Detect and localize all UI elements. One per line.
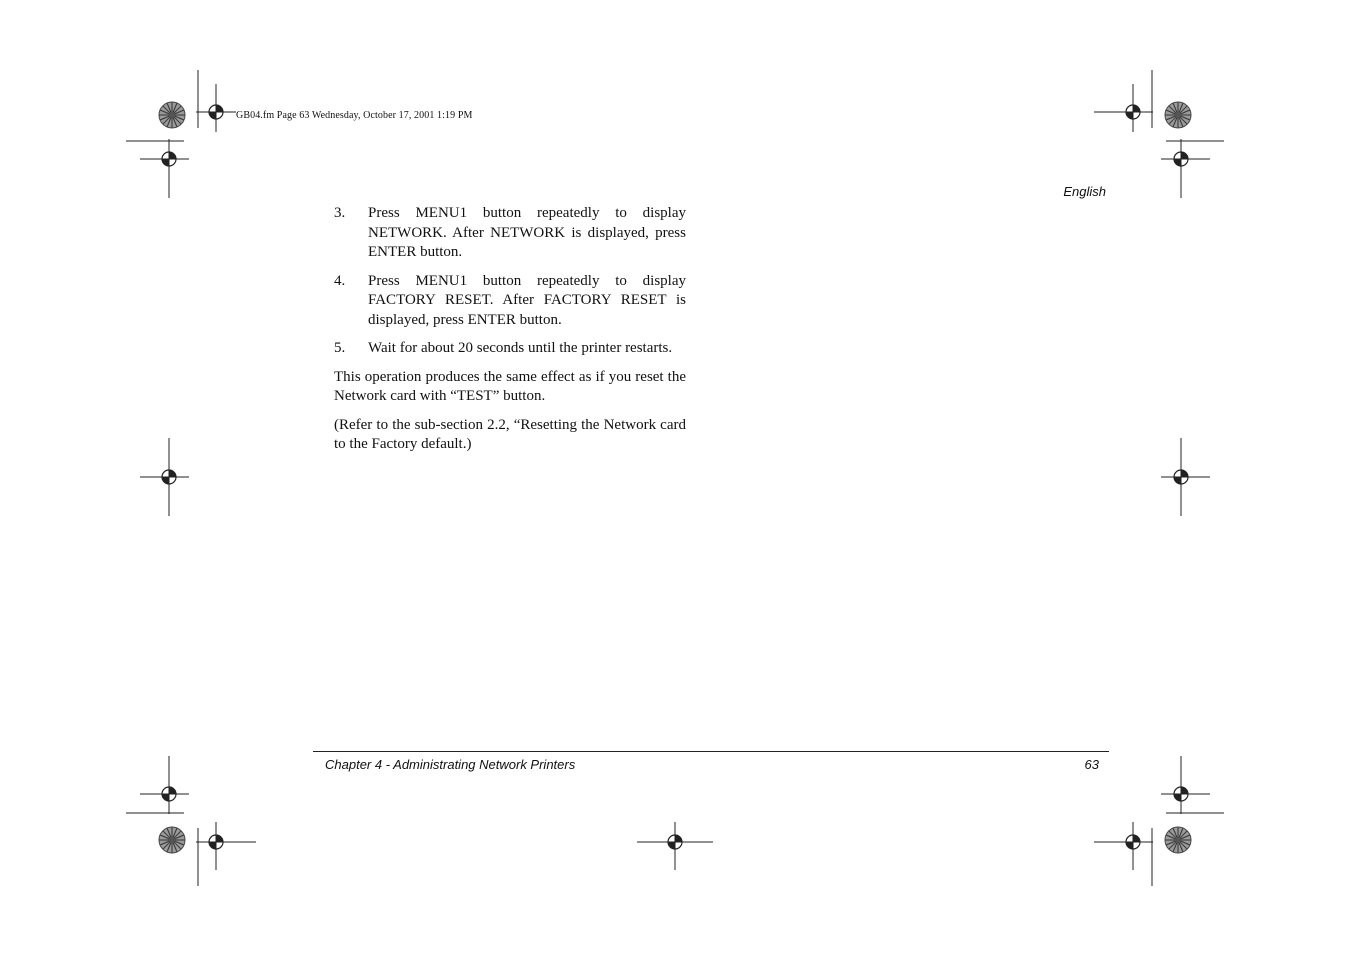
color-wheel-icon [1165,827,1191,853]
step-number: 5. [334,340,346,356]
color-wheel-icon [159,827,185,853]
registration-mark-icon [1161,139,1201,179]
color-wheel-icon [159,102,185,128]
body-paragraph: (Refer to the sub-section 2.2, “Resetting the Network card to the Factory default.) [334,416,686,452]
registration-mark-icon [149,774,189,814]
step-number: 3. [334,205,346,221]
step-number: 4. [334,272,346,289]
color-wheel-icon [1165,102,1191,128]
registration-mark-icon [1113,92,1153,132]
step-text: Wait for about 20 seconds until the printer restarts. [368,340,673,356]
registration-mark-icon [1161,457,1201,497]
registration-mark-icon [655,822,695,862]
registration-mark-icon [196,822,236,862]
file-slug: GB04.fm Page 63 Wednesday, October 17, 2001 1:19 PM [236,110,473,121]
step-text: Press MENU1 button repeatedly to display FACTORY RESET. After FACTORY RESET is displayed, press ENTER button. [368,272,686,328]
page-number: 63 [1084,757,1099,772]
registration-mark-icon [149,457,189,497]
registration-mark-icon [1161,774,1201,814]
chapter-title: Chapter 4 - Administrating Network Printers [325,757,576,772]
step-text: Press MENU1 button repeatedly to display NETWORK. After NETWORK is displayed, press ENTER button. [368,205,686,260]
body-paragraph: This operation produces the same effect as if you reset the Network card with “TEST” button. [334,368,686,404]
registration-mark-icon [1113,822,1153,862]
registration-mark-icon [149,139,189,179]
language-label: English [1063,184,1106,199]
